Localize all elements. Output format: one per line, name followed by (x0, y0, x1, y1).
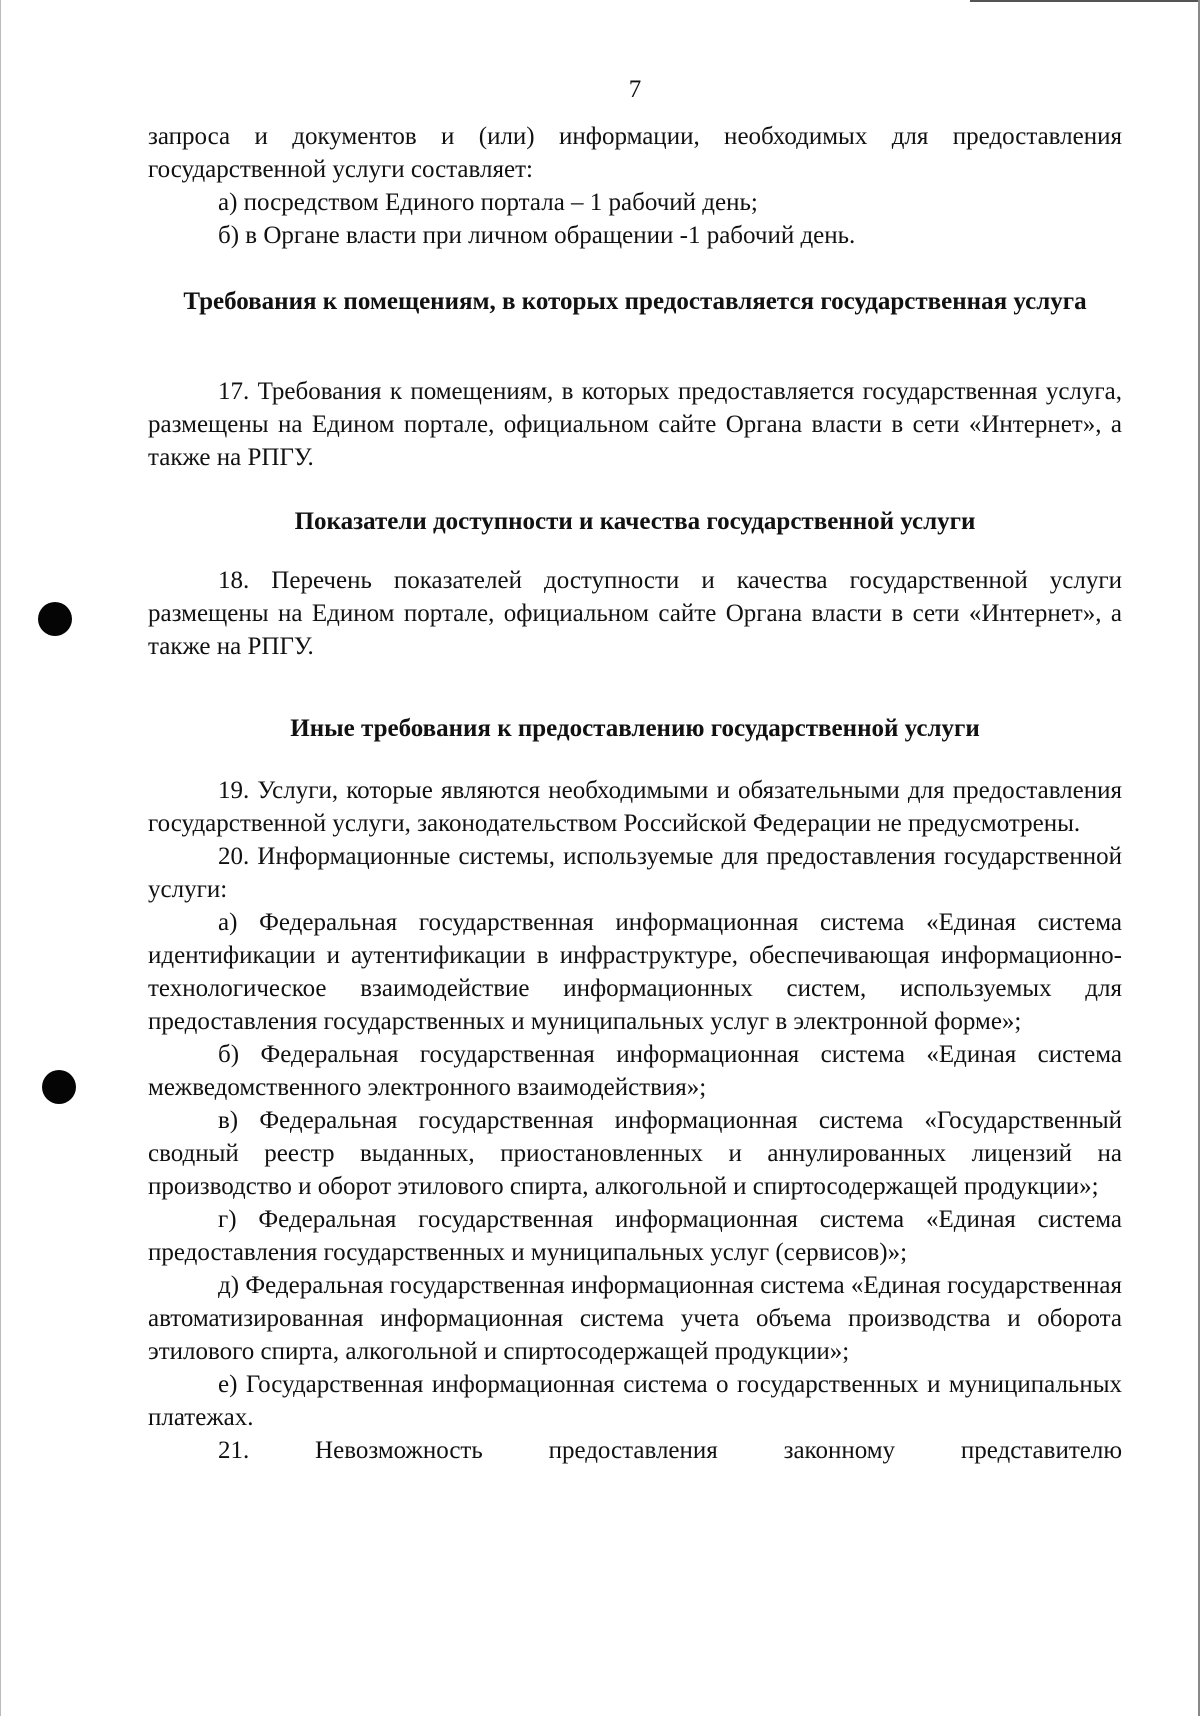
list-item: а) посредством Единого портала – 1 рабочий день; (218, 189, 758, 216)
section-19-21 (148, 774, 1122, 1467)
section-heading: Показатели доступности и качества государственной услуги (294, 508, 976, 535)
page-number: 7 (628, 76, 642, 103)
punch-hole (42, 1070, 76, 1104)
section-17 (148, 375, 1122, 474)
paragraph-line: государственной услуги составляет: (148, 156, 533, 183)
paragraph: 19. Услуги, которые являются необходимыми и обязательными для предоставления государственной услуги, законодательством Российской Федерации не предусмотрены. (148, 777, 1122, 837)
list-item: г) Федеральная государственная информационная система «Единая система предоставления государственных и муниципальных услуг (сервисов)»; (148, 1206, 1122, 1266)
punch-hole (38, 602, 72, 636)
paragraph: 20. Информационные системы, используемые для предоставления государственной услуги: (148, 843, 1122, 903)
scan-edge-left (0, 0, 1, 1716)
paragraph: 17. Требования к помещениям, в которых предоставляется государственная услуга, размещены на Едином портале, официальном сайте Органа власти в сети «Интернет», а также на РПГУ. (148, 378, 1122, 471)
section-18 (148, 564, 1122, 663)
section-heading: Требования к помещениям, в которых предоставляется государственная услуга (183, 288, 1087, 315)
scan-edge-top (970, 0, 1200, 2)
list-item: е) Государственная информационная система о государственных и муниципальных платежах. (148, 1371, 1122, 1431)
paragraph-line: запроса и документов и (или) информации, необходимых для предоставления (148, 123, 1122, 150)
list-item: б) в Органе власти при личном обращении -1 рабочий день. (218, 222, 856, 249)
list-item: б) Федеральная государственная информационная система «Единая система межведомственного электронного взаимодействия»; (148, 1041, 1122, 1101)
list-item: д) Федеральная государственная информационная система «Единая государственная автоматизированная информационная система учета объема производства и оборота этилового спирта, алкогольной и спиртосодержащей продукции»; (148, 1272, 1122, 1365)
top-block (148, 120, 1122, 252)
paragraph: 21. Невозможность предоставления законному представителю (218, 1437, 1122, 1464)
list-item: в) Федеральная государственная информационная система «Государственный сводный реестр выданных, приостановленных и аннулированных лицензий на производство и оборот этилового спирта, алкогольной и спиртосодержащей продукции»; (148, 1107, 1122, 1200)
paragraph: 18. Перечень показателей доступности и качества государственной услуги размещены на Едином портале, официальном сайте Органа власти в сети «Интернет», а также на РПГУ. (148, 567, 1122, 660)
section-heading: Иные требования к предоставлению государственной услуги (290, 715, 980, 742)
list-item: а) Федеральная государственная информационная система «Единая система идентификации и аутентификации в инфраструктуре, обеспечивающая информационно-технологическое взаимодействие информационных систем, используемых для предоставления государственных и муниципальных услуг в электронной форме»; (148, 909, 1122, 1035)
